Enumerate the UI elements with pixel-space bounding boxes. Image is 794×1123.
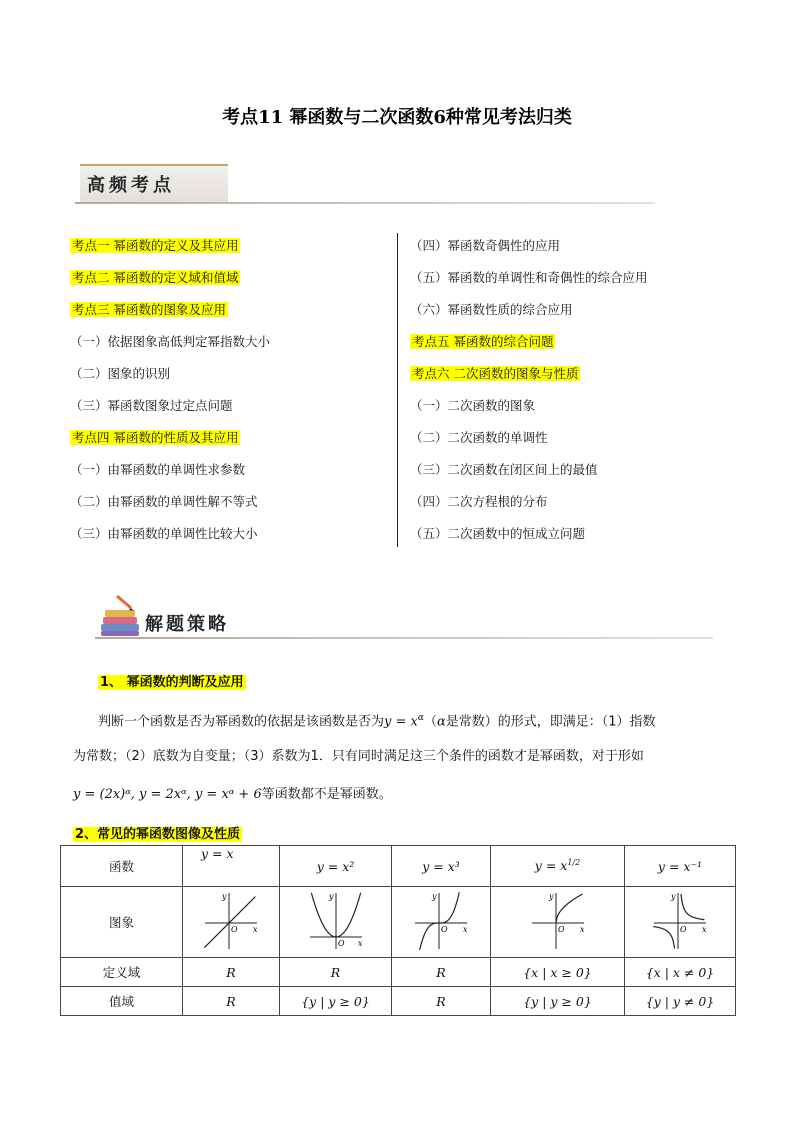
origin-label: O [337,938,345,948]
function-cell: y = x² [280,846,392,887]
origin-label: O [231,924,238,934]
toc-item: （二）由幂函数的单调性解不等式 [70,494,258,509]
function-curve [681,894,704,920]
toc-item: （三）二次函数在闭区间上的最值 [410,462,598,477]
toc-item: （四）二次方程根的分布 [410,494,548,509]
x-axis-label: x [253,924,258,934]
toc-divider [397,233,398,547]
x-axis-label: x [702,924,707,934]
range-cell: R [392,987,491,1016]
toc-item: （五）二次函数中的恒成立问题 [410,526,586,541]
row-label: 值域 [61,987,183,1016]
origin-label: O [441,924,448,934]
function-curve [204,896,255,947]
paragraph-line-3: y = (2x)ᵅ, y = 2xᵅ, y = xᵅ + 6等函数都不是幂函数。 [73,787,392,802]
x-axis-label: x [579,924,585,934]
toc-item: （三）由幂函数的单调性比较大小 [70,526,258,541]
books-icon [97,594,143,640]
y-axis-label: y [432,891,437,901]
range-cell: R [183,987,280,1016]
y-axis-label: y [328,891,334,901]
x-axis-label: x [463,924,468,934]
toc-item: 考点二 幂函数的定义域和值域 [72,270,239,285]
table-row-function [61,846,736,887]
section-banner-high-frequency [75,164,655,204]
origin-label: O [680,924,687,934]
paragraph-line-1: 判断一个函数是否为幂函数的依据是该函数是否为$y = x^\alpha(\alpha$是常数）的形式，即满足：（1）指数 [98,713,656,730]
toc-item: 考点六 二次函数的图象与性质 [412,366,579,381]
graph-cell [280,887,392,958]
toc-item: （一）由幂函数的单调性求参数 [70,462,246,477]
toc-item: （一）依据图象高低判定幂指数大小 [70,334,271,349]
toc-item: 考点三 幂函数的图象及应用 [72,302,226,317]
toc-item: 考点一 幂函数的定义及其应用 [72,238,239,253]
function-curve [556,894,582,923]
function-cell: y = x³ [392,846,491,887]
toc-item: （五）幂函数的单调性和奇偶性的综合应用 [410,270,648,285]
power-function-table [60,845,736,1016]
toc-item: 考点五 幂函数的综合问题 [412,334,554,349]
graph-cell [625,887,736,958]
function-cell: $y = x^{1/2}$ [491,846,625,887]
domain-cell: {x | x ≠ 0} [625,958,736,987]
page-title: 考点11 幂函数与二次函数6种常见考法归类 [222,107,572,128]
graph-square [306,891,366,951]
item-heading-2: 2、常见的幂函数图像及性质 [75,827,241,842]
divider [95,637,713,639]
table-row-domain [61,958,736,987]
graph-sqrt [528,891,588,951]
graph-linear [201,891,261,951]
section-label: 高频考点 [87,175,175,196]
toc-item: （二）图象的识别 [70,366,171,381]
origin-label: O [557,924,565,934]
domain-cell: R [280,958,392,987]
x-axis-label: x [357,938,363,948]
function-cell: y = x⁻¹ [625,846,736,887]
function-curve [653,926,674,948]
item-heading-1: 1、 幂函数的判断及应用 [100,675,244,690]
table-row-range [61,987,736,1016]
y-axis-label: y [222,891,227,901]
function-cell: y = x [183,846,280,887]
domain-cell: R [392,958,491,987]
section-banner-strategy [95,594,715,642]
toc-item: （一）二次函数的图象 [410,398,536,413]
graph-cell [392,887,491,958]
paragraph-line-2: 为常数；（2）底数为自变量；（3）系数为1．只有同时满足这三个条件的函数才是幂函数，对于形如 [73,749,644,764]
y-axis-label: y [548,891,554,901]
domain-cell: R [183,958,280,987]
toc-item: （四）幂函数奇偶性的应用 [410,238,561,253]
section-label: 解题策略 [145,614,229,635]
range-cell: {y | y ≠ 0} [625,987,736,1016]
toc-item: （三）幂函数图象过定点问题 [70,398,233,413]
graph-reciprocal [650,891,710,951]
toc-item: （二）二次函数的单调性 [410,430,548,445]
graph-cell [183,887,280,958]
graph-cube [411,891,471,951]
toc-item: （六）幂函数性质的综合应用 [410,302,573,317]
divider [75,202,655,204]
row-label: 图象 [61,887,183,958]
row-label: 定义域 [61,958,183,987]
domain-cell: {x | x ≥ 0} [491,958,625,987]
y-axis-label: y [671,891,676,901]
range-cell: {y | y ≥ 0} [280,987,392,1016]
toc-item: 考点四 幂函数的性质及其应用 [72,430,239,445]
row-label: 函数 [61,846,183,887]
table-row-graph [61,887,736,958]
graph-cell [491,887,625,958]
range-cell: {y | y ≥ 0} [491,987,625,1016]
